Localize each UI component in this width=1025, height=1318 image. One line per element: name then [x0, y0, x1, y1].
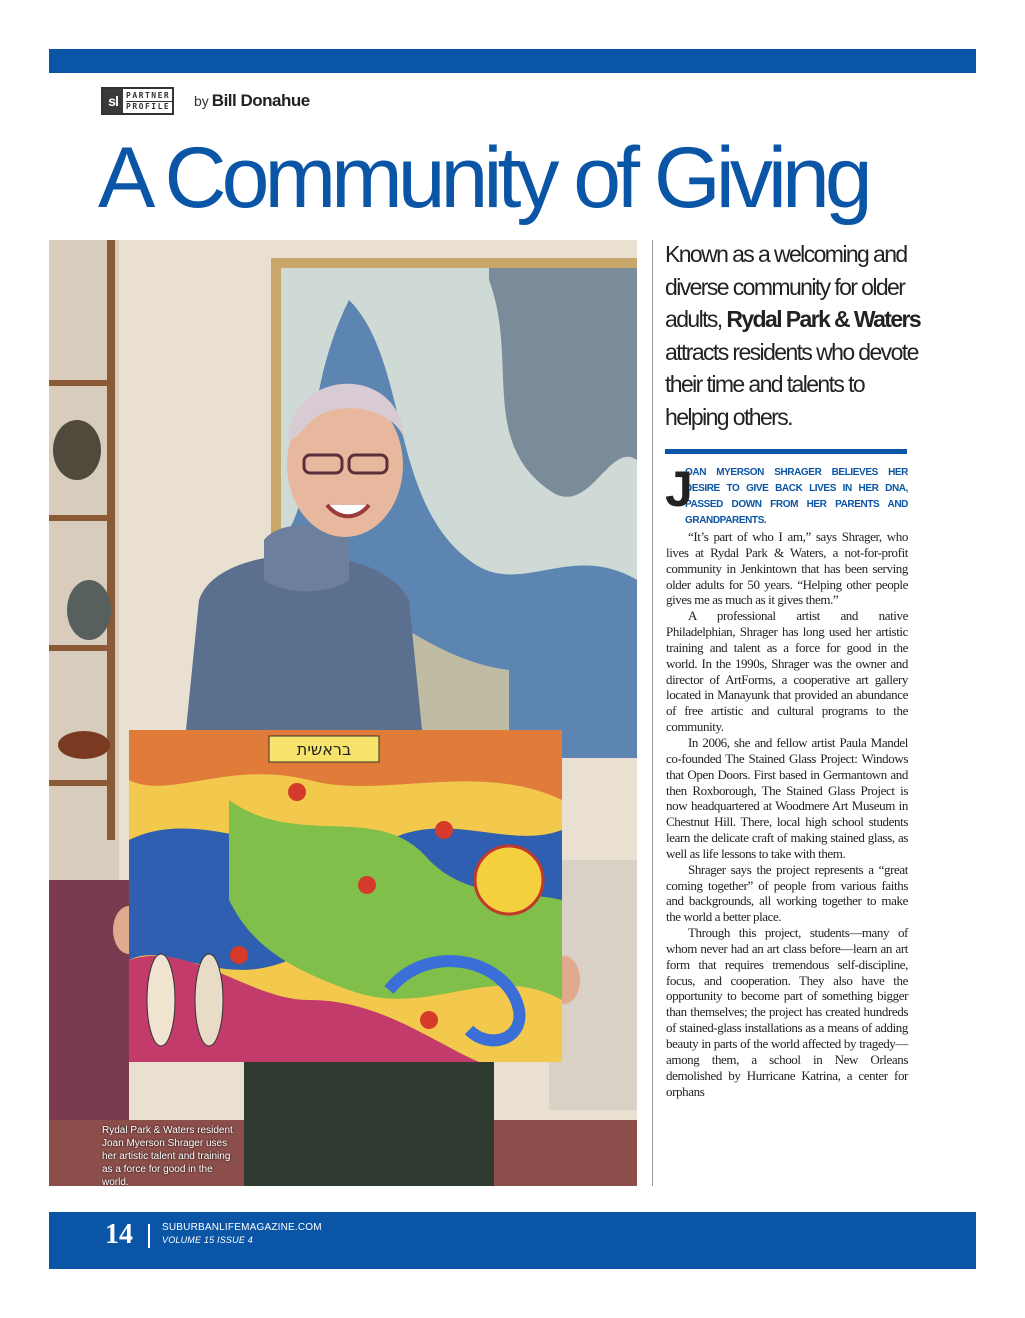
- article-deck: [665, 238, 927, 433]
- top-color-bar: [49, 49, 976, 73]
- column-divider: [652, 240, 653, 1186]
- partner-profile-logo: [101, 87, 174, 115]
- drop-cap: J: [665, 461, 693, 517]
- painting-inscription: בראשית: [296, 740, 352, 759]
- body-paragraph: In 2006, she and fellow artist Paula Mandel co-founded The Stained Glass Project: Windows that Open Doors. First based in Germantown and then Roxborough, The Stained Glass Project is now headquartered at Woodmere Art Museum in Chestnut Hill. There, local high school students learn the delicate craft of making stained glass, as well as life lessons to take with them.: [666, 734, 908, 861]
- article-body: [665, 461, 908, 1099]
- body-paragraph: A professional artist and native Philadelphian, Shrager has long used her artistic training and talent as a force for good in the world. In the 1990s, Shrager was the owner and director of ArtForms, a cooperative art gallery located in Manayunk that provided an abundance of free artistic and cultural programs to the community.: [666, 608, 908, 735]
- body-paragraph: Through this project, students—many of whom never had an art class before—learn an art form that requires tremendous self-discipline, focus, and cooperation. They also have the opportunity to become part of something bigger than themselves; the project has created hundreds of stained-glass installations as a means of adding beauty in parts of the world affected by tragedy—among them, a school in New Orleans demolished by Hurricane Katrina, a center for orphans: [666, 925, 908, 1099]
- photo-caption: Rydal Park & Waters resident Joan Myerson Shrager uses her artistic talent and training as a force for good in the world.: [102, 1125, 233, 1188]
- logo-word-partner: PARTNER: [126, 90, 171, 100]
- logo-initials: sl: [103, 89, 123, 113]
- byline-row: [101, 86, 310, 116]
- footer-issue: VOLUME 15 ISSUE 4: [162, 1235, 253, 1245]
- deck-text-1: Known as a welcoming and diverse community for older adults,: [665, 241, 907, 332]
- deck-text-2: attracts residents who devote their time and talents to helping others.: [665, 338, 918, 430]
- article-title: A Community of Giving: [98, 130, 868, 226]
- article-photo: [49, 240, 637, 1186]
- author-name: Bill Donahue: [211, 91, 310, 110]
- body-paragraph: Shrager says the project represents a “great coming together” of people from various faiths and backgrounds, all working together to make the world a better place.: [666, 861, 908, 925]
- lead-text: OAN MYERSON SHRAGER BELIEVES HER DESIRE TO GIVE BACK LIVES IN HER DNA, PASSED DOWN FROM HER PARENTS AND GRANDPARENTS.: [685, 467, 908, 526]
- footer-site-link[interactable]: SUBURBANLIFEMAGAZINE.COM: [162, 1222, 322, 1233]
- logo-word-profile: PROFILE: [126, 101, 171, 111]
- body-paragraph: “It’s part of who I am,” says Shrager, who lives at Rydal Park & Waters, a not-for-profit community in Jenkintown that has been serving older adults for 50 years. “Helping other people gives me as much as it gives them.”: [666, 529, 908, 608]
- page-number: 14: [105, 1219, 133, 1250]
- footer-divider: [148, 1224, 150, 1248]
- photo-illustration: [49, 240, 637, 1186]
- deck-rule: [665, 449, 907, 454]
- byline-prefix: by: [194, 93, 209, 109]
- deck-bold-name: Rydal Park & Waters: [726, 306, 921, 332]
- lead-paragraph: [665, 461, 908, 529]
